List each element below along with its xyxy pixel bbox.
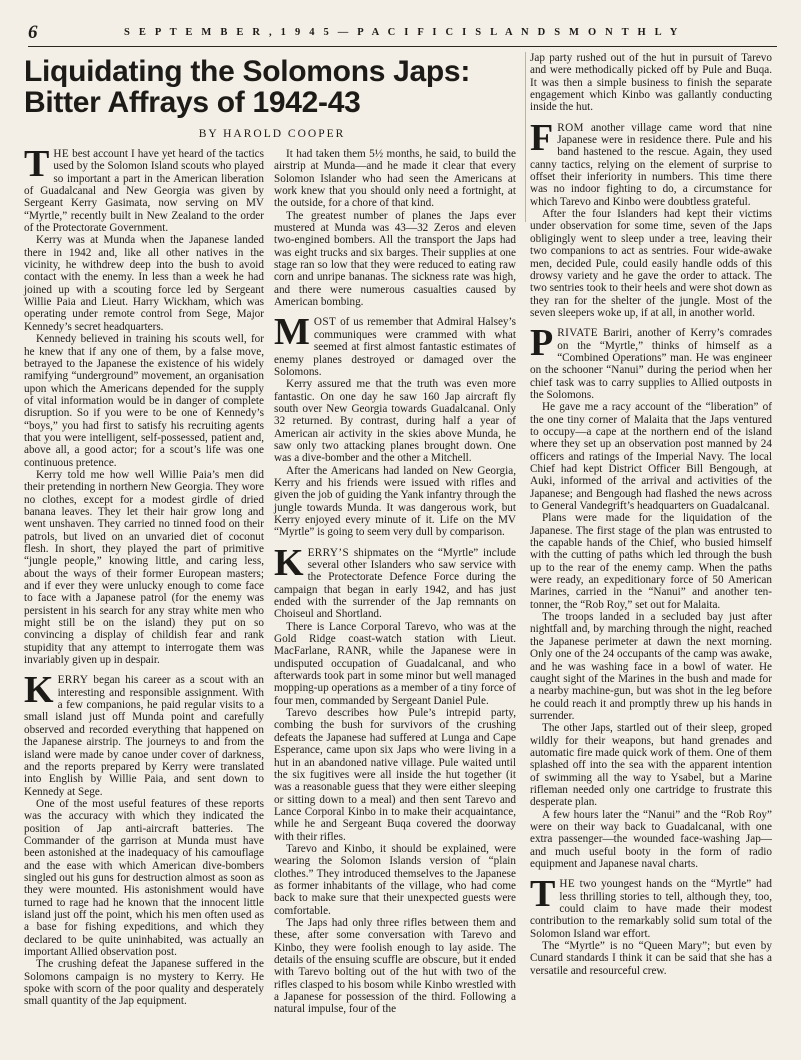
article-paragraph	[24, 798, 264, 958]
article-paragraph	[274, 465, 516, 539]
article-paragraph	[530, 873, 772, 940]
drop-cap: K	[274, 541, 304, 584]
drop-cap: T	[530, 873, 556, 916]
opening-word: ROM	[557, 121, 584, 134]
paragraph-text: After the four Islanders had kept their victims under observation for some time, seven of the Japs obligingly went to sleep under a tree, leaving their two companions to act as sentries. Four wide-awake men, decided Pule, could easily handle odds of this drowsy variety and he gave the order to attack. The two sentries took to their heels and were shot down as they ran for the shelter of the jungle. Most of the seven sleepers woke up, if at all, in another world.	[530, 208, 772, 319]
paragraph-text: Tarevo describes how Pule’s intrepid party, combing the bush for survivors of the crushing defeats the Japanese had suffered at Lunga and Cape Esperance, came upon six Japs who were living in a hut in an abandoned native village. Pule waited until the six fugitives were all inside the hut together (it was a reasonable guess that they were either sleeping or sitting down to a meal) and then sent Tarevo and Lance Corporal Kinbo in to make their acquaintance, while he and Sergeant Buqa covered the doorway with their rifles.	[274, 707, 516, 843]
article-title: Liquidating the Solomons Japs: Bitter Affrays of 1942-43	[24, 55, 471, 119]
paragraph-text: Tarevo and Kinbo, it should be explained, were wearing the Solomon Islands version of “plain clothes.” They introduced themselves to the Japanese as former inhabitants of the village, who had come back to make sure that their unexpected guests were comfortable.	[274, 842, 516, 917]
paragraph-text: The troops landed in a secluded bay just after nightfall and, by marching through the night, reached the Japanese perimeter at dawn the next morning. Only one of the 24 occupants of the camp was awake, and he was washing face in a bowl of water. He caught sight of the Marines in the bush and made for a nearby machine-gun, but was shot in the leg before he could reach it and promptly threw up his hands in surrender.	[530, 611, 772, 722]
drop-cap: P	[530, 322, 554, 365]
paragraph-text: Kerry assured me that the truth was even more fantastic. On one day he saw 160 Jap aircraft fly south over New Georgia towards Guadalcanal. Only 32 returned. By contrast, during half a year of American air activity in the skies above Munda, he saw only two attacking planes brought down. One was a dive-bomber and the other a Mitchell.	[274, 378, 516, 465]
article-paragraph	[24, 958, 264, 1007]
article-paragraph	[274, 843, 516, 917]
header-rule	[28, 46, 777, 47]
column-divider	[525, 52, 526, 222]
article-paragraph	[530, 940, 772, 977]
article-paragraph	[274, 541, 516, 621]
article-paragraph	[274, 707, 516, 843]
article-paragraph	[274, 210, 516, 309]
article-paragraph	[530, 52, 772, 114]
article-byline: BY HAROLD COOPER	[198, 128, 346, 140]
paragraph-text: two youngest hands on the “Myrtle” had less thrilling stories to tell, although they, too, could claim to have made their modest contribution to the remarkably solid sum total of the Solomon Island war effort.	[530, 878, 772, 940]
article-paragraph	[530, 512, 772, 611]
article-column-3	[530, 52, 772, 977]
opening-word: ERRY’S	[307, 546, 350, 559]
article-paragraph	[274, 378, 516, 464]
paragraph-text: shipmates on the “Myrtle” include several other Islanders who saw service with the Protectorate Defence Force during the campaign that began in early 1942, and has just ended with the surrender of the Jap remnants on Choiseul and Shortland.	[274, 546, 516, 621]
article-paragraph	[530, 208, 772, 319]
opening-word: ERRY	[57, 674, 89, 687]
drop-cap: M	[274, 311, 310, 354]
article-paragraph	[274, 917, 516, 1016]
opening-word: OST	[313, 316, 337, 329]
paragraph-text: A few hours later the “Nanui” and the “Rob Roy” were on their way back to Guadalcanal, with one extra passenger—the wounded face-washing Jap—and much useful booty in the form of radio equipment and Japanese naval charts.	[530, 808, 772, 870]
magazine-header: S E P T E M B E R , 1 9 4 5 — P A C I F I C I S L A N D S M O N T H L Y	[124, 27, 681, 38]
article-paragraph	[274, 148, 516, 210]
paragraph-text: best account I have yet heard of the tactics used by the Solomon Island scouts who played so important a part in the American liberation of Guadalcanal and New Georgia was given by Sergeant Kerry Gasimata, now serving on MV “Myrtle,” recently built in New Zealand to the order of the Protectorate Government.	[24, 148, 264, 235]
paragraph-text: The other Japs, startled out of their sleep, groped wildly for their weapons, but hand grenades and automatic fire made quick work of them. One of them splashed off into the sea with the apparent intention of swimming all the way to Ysabel, but a Marine rifleman needed only one cartridge to frustrate this desperate plan.	[530, 722, 772, 809]
article-paragraph	[530, 116, 772, 208]
paragraph-text: It had taken them 5½ months, he said, to build the airstrip at Munda—and he made it clear that every Solomon Islander who had seen the Americans at work knew that you should only need a fortnight, at the outside, for a chore of that kind.	[274, 148, 516, 210]
article-paragraph	[24, 469, 264, 667]
paragraph-text: After the Americans had landed on New Georgia, Kerry and his friends were issued with rifles and given the job of guiding the Yank infantry through the jungle towards Munda. It was dangerous work, but Kerry enjoyed every minute of it. Life on the MV “Myrtle” is going to seem very dull by comparison.	[274, 464, 516, 539]
article-column-1	[24, 143, 264, 1008]
page-number: 6	[28, 22, 38, 43]
paragraph-text: The greatest number of planes the Japs ever mustered at Munda was 43—32 Zeros and eleven two-engined bombers. All the transport the Japs had was eight trucks and six barges. Their supplies at one stage ran so low that they were reduced to eating raw corn and unripe bananas. The sickness rate was high, and there were numerous casualties caused by American bombing.	[274, 209, 516, 309]
article-paragraph	[24, 669, 264, 798]
paragraph-text: The crushing defeat the Japanese suffered in the Solomons campaign is no mystery to Kerry. He spoke with scorn of the poor quality and desperately small quantity of the Jap equipment.	[24, 958, 264, 1008]
paragraph-text: The “Myrtle” is no “Queen Mary”; but even by Cunard standards I think it can be said that she has a versatile and resourceful crew.	[530, 940, 772, 977]
paragraph-text: Jap party rushed out of the hut in pursuit of Tarevo and were methodically picked off by Pule and Buqa. It was then a simple business to finish the separate engagement which Kinbo was gallantly conducting inside the hut.	[530, 52, 772, 114]
drop-cap: F	[530, 116, 554, 159]
running-head	[28, 22, 777, 44]
paragraph-text: Kerry was at Munda when the Japanese landed there in 1942 and, like all other natives in the vicinity, he withdrew deep into the bush to avoid contact with the enemy. In less than a week he had joined up with a scouting force led by Sergeant Willie Paia and Lieut. Harry Wickham, which was operating under remote control from Sege, Major Kennedy’s secret headquarters.	[24, 234, 264, 333]
opening-word: HE	[559, 878, 576, 891]
article-paragraph	[24, 143, 264, 235]
paragraph-text: another village came word that nine Japanese were in residence there. Pule and his band hastened to the rescue. Again, they used canny tactics, relying on the element of surprise to offset their inferiority in numbers. This time there was no indoor fighting to do, a circumstance for which Tarevo and Kinbo were doubtless grateful.	[530, 121, 772, 208]
article-paragraph	[530, 809, 772, 871]
article-paragraph	[530, 722, 772, 808]
article-paragraph	[24, 333, 264, 469]
opening-word: RIVATE	[557, 327, 598, 340]
drop-cap: K	[24, 669, 54, 712]
article-column-2	[274, 148, 516, 1016]
article-paragraph	[274, 621, 516, 707]
paragraph-text: Kennedy believed in training his scouts well, for he knew that if any one of them, by a false move, betrayed to the Japanese the existence of his widely ramifying “underground” movement, an organisation upon which the Americans depended for the supply of vital information would be in danger of complete disruption. So if you were to be one of Kennedy’s “boys,” you had first to satisfy his recruiting agents that you were intelligent, self-possessed, patient and, above all, a good actor; for a scout’s life was one continuous pretence.	[24, 333, 264, 469]
paragraph-text: Kerry told me how well Willie Paia’s men did their pretending in northern New Georgia. They wore no clothes, except for a modest girdle of dried banana leaves. They let their hair grow long and went unshaven. They carried no tinned food on their patrols, but lived on an unvaried diet of coconut flesh. In short, they played the part of primitive “jungle people,” knowing little, and caring less, about the ways of their former European masters; and if ever they were unlucky enough to come face to face with a Japanese patrol (for the enemy was persistent in his search for any stray white men who might still be on the island) they put on so convincing a display of childish fear and rank stupidity that any attempt to interrogate them was invariably given up in despair.	[24, 468, 264, 667]
paragraph-text: There is Lance Corporal Tarevo, who was at the Gold Ridge coast-watch station with Lieut. MacFarlane, RANR, while the Japanese were in undisputed occupation of Guadalcanal, and who afterwards took part in some minor but well managed mopping-up operations as a member of a tiny force of four men, commanded by Sergeant Daniel Pule.	[274, 620, 516, 707]
article-paragraph	[530, 401, 772, 512]
paragraph-text: began his career as a scout with an interesting and responsible assignment. With a few companions, he paid regular visits to a small island just off Munda point and carefully observed and recorded everything that happened on the Japanese airstrip. The journeys to and from the island were made by canoe under cover of darkness, and the reports prepared by Kerry were translated into English by Willie Paia, and sent down to Kennedy at Sege.	[24, 674, 264, 798]
paragraph-text: of us remember that Admiral Halsey’s communiques were crammed with what seemed at first almost fantastic estimates of enemy planes destroyed or damaged over the Solomons.	[274, 316, 516, 378]
article-paragraph	[530, 322, 772, 401]
paragraph-text: One of the most useful features of these reports was the accuracy with which they indicated the position of Jap anti-aircraft batteries. The Commander of the garrison at Munda must have been astonished at the inadequacy of his camouflage and the ease with which American dive-bombers singled out his guns for destruction almost as soon as they were mounted. His astonishment would have turned to rage had he known that the innocent little island just off the point, which his men often used as a base for fishing expeditions, and which they declared to be quite uninhabited, was actually an important Allied observation post.	[24, 797, 264, 958]
article-paragraph	[24, 234, 264, 333]
opening-word: HE	[53, 148, 70, 160]
paragraph-text: Plans were made for the liquidation of the Japanese. The first stage of the plan was entrusted to the capable hands of the Chief, who busied himself with the cutting of paths which led through the bush up to the rear of the enemy camp. When the paths were ready, an expeditionary force of 50 American Marines, carried in the “Nanui” and another ten-tonner, the “Rob Roy,” set out for Malaita.	[530, 512, 772, 611]
paragraph-text: Bariri, another of Kerry’s comrades on the “Myrtle,” thinks of himself as a “Combined Operations” man. He was engineer on the schooner “Nanui” during the period when her chief task was to carry supplies to Allied outposts in the Solomons.	[530, 327, 772, 401]
article-paragraph	[530, 611, 772, 722]
drop-cap: T	[24, 143, 50, 185]
article-paragraph	[274, 311, 516, 378]
paragraph-text: The Japs had only three rifles between them and these, after some conversation with Tarevo and Kinbo, they were foolish enough to lay aside. The details of the ensuing scuffle are obscure, but it ended with Tarevo bolting out of the hut with two of the rifles clasped to his bosom while Kinbo wrestled with a Japanese for possession of the third. Following a natural impulse, four of the	[274, 916, 516, 1016]
paragraph-text: He gave me a racy account of the “liberation” of the one tiny corner of Malaita that the Japs ventured to occupy—a cape at the northern end of the island where they set up an observation post manned by 24 officers and ratings of the Imperial Navy. The local Chief had kept District Officer Bill Bengough, at Auki, informed of the arrival and activities of the Japanese; and Bengough had flashed the news across to General Vandegrift’s headquarters on Guadalcanal.	[530, 401, 772, 513]
